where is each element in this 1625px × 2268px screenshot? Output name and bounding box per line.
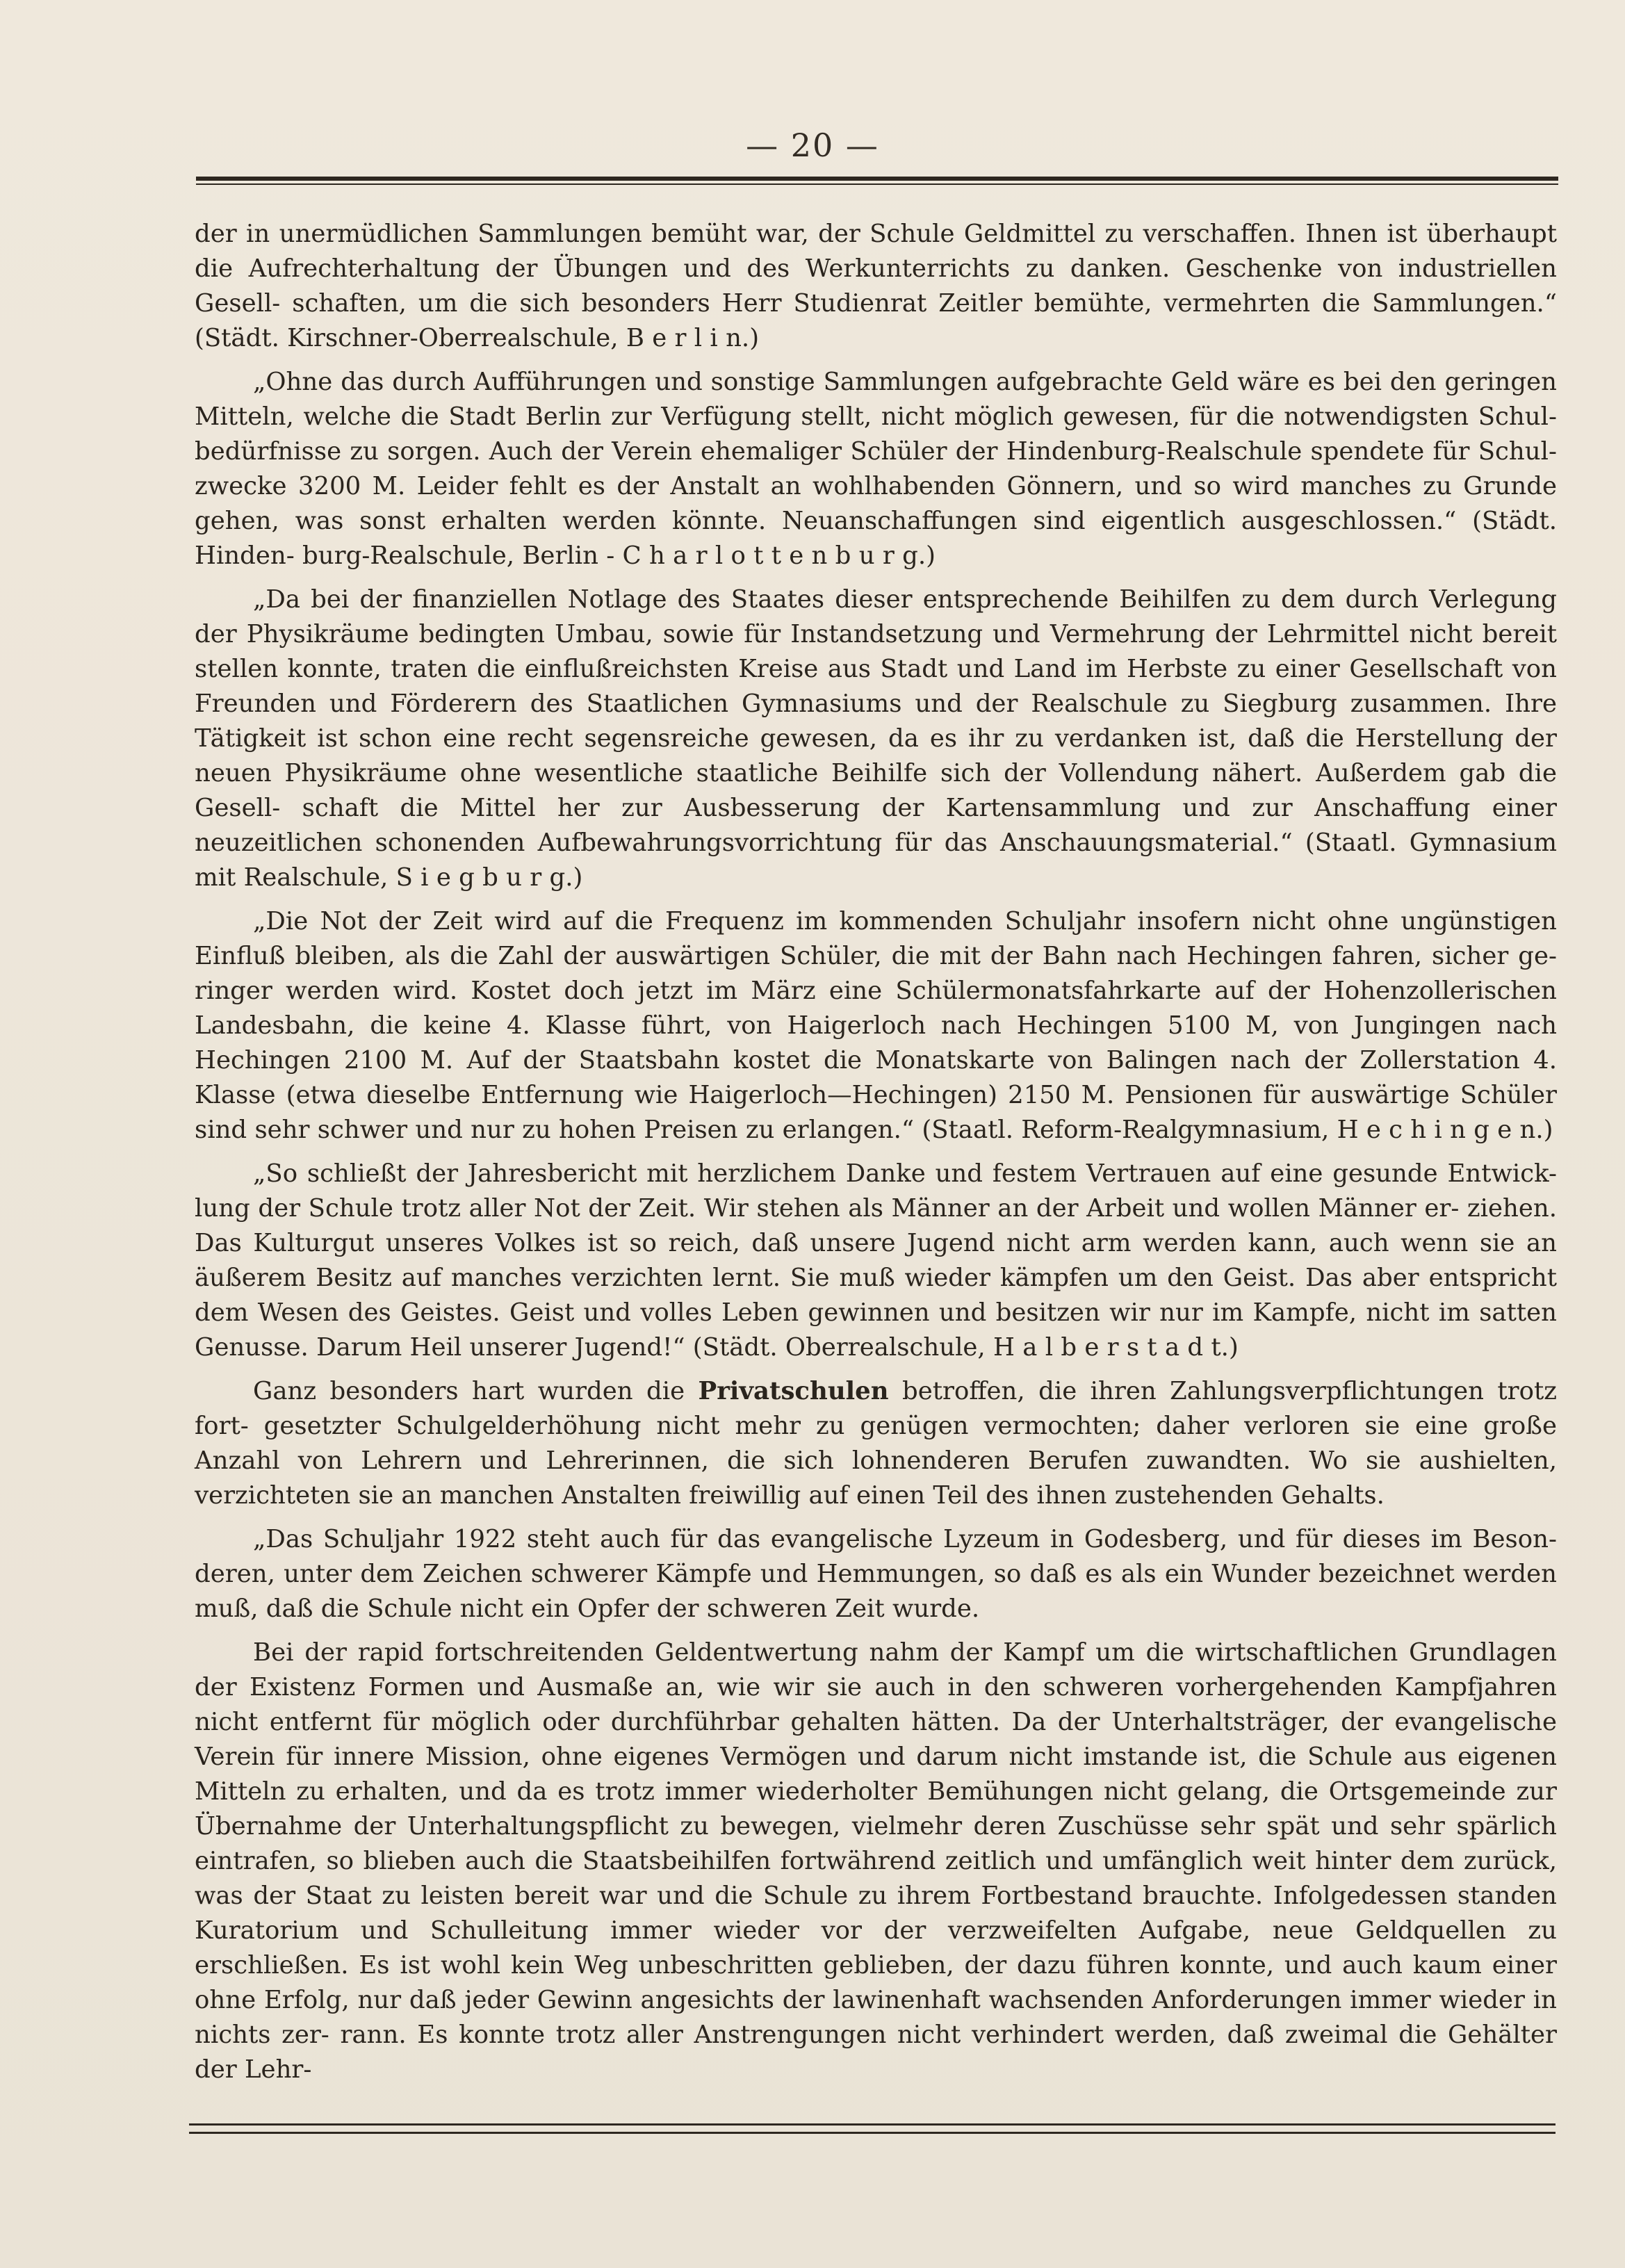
footer-rule-lower-line — [189, 2132, 1555, 2134]
header-rule-thin-line — [196, 183, 1558, 185]
paragraph-geldentwertung: Bei der rapid fortschreitenden Geldentwertung nahm der Kampf um die wirtschaftlichen Grundlagen der Existenz Formen und Ausmaße an, wie wir sie auch in den schweren vorhergehenden Kampfjahren nicht entfernt für möglich oder durchführbar gehalten hätten. Da der Unterhaltsträger, der evangelische Verein für innere Mission, ohne eigenes Vermögen und darum nicht imstande ist, die Schule aus eigenen Mitteln zu erhalten, und da es trotz immer wiederholter Bemühungen nicht gelang, die Ortsgemeinde zur Übernahme der Unterhaltungspflicht zu bewegen, vielmehr deren Zuschüsse sehr spät und sehr spärlich eintrafen, so blieben auch die Staatsbeihilfen fortwährend zeitlich und umfänglich weit hinter dem zurück, was der Staat zu leisten bereit war und die Schule zu ihrem Fortbestand brauchte. Infolgedessen standen Kuratorium und Schulleitung immer wieder vor der verzweifelten Aufgabe, neue Geldquellen zu erschließen. Es ist wohl kein Weg unbeschritten geblieben, der dazu führen konnte, und auch kaum einer ohne Erfolg, nur daß jeder Gewinn angesichts der lawinenhaft wachsenden Anforderungen immer wieder in nichts zer- rann. Es konnte trotz aller Anstrengungen nicht verhindert werden, daß zweimal die Gehälter der Lehr- — [195, 1638, 1557, 2084]
paragraph-quote-siegburg: „Da bei der finanziellen Notlage des Staates dieser entsprechende Beihilfen zu dem durch Verlegung der Physikräume bedingten Umbau, sowie für Instandsetzung und Vermehrung der Lehrmittel nicht bereit stellen konnte, traten die einflußreichsten Kreise aus Stadt und Land im Herbste zu einer Gesellschaft von Freunden und Förderern des Staatlichen Gymnasiums und der Realschule zu Siegburg zusammen. Ihre Tätigkeit ist schon eine recht segensreiche gewesen, da es ihr zu verdanken ist, daß die Herstellung der neuen Physikräume ohne wesentliche staatliche Beihilfe sich der Vollendung nähert. Außerdem gab die Gesell- schaft die Mittel her zur Ausbesserung der Kartensammlung und zur Anschaffung einer neuzeitlichen schonenden Aufbewahrungsvorrichtung für das Anschauungsmaterial.“ (Staatl. Gymnasium mit Realschule, S i e g b u r g.) — [195, 585, 1557, 892]
paragraph-privatschulen — [195, 1374, 1557, 1513]
emphasis-privatschulen: Privatschulen — [698, 1377, 889, 1405]
footer-rule — [189, 2123, 1555, 2136]
header-rule-thick-line — [196, 177, 1558, 181]
body-text — [195, 217, 1557, 2087]
paragraph-quote-charlottenburg: „Ohne das durch Aufführungen und sonstige Sammlungen aufgebrachte Geld wäre es bei den geringen Mitteln, welche die Stadt Berlin zur Verfügung stellt, nicht möglich gewesen, für die notwendigsten Schul- bedürfnisse zu sorgen. Auch der Verein ehemaliger Schüler der Hindenburg-Realschule spendete für Schul- zwecke 3200 M. Leider fehlt es der Anstalt an wohlhabenden Gönnern, und so wird manches zu Grunde gehen, was sonst erhalten werden könnte. Neuanschaffungen sind eigentlich ausgeschlossen.“ (Städt. Hinden- burg-Realschule, Berlin - C h a r l o t t e n b u r g.) — [195, 368, 1557, 570]
paragraph-text-segment: betroffen, die ihren Zahlungsverpflichtungen trotz fort- gesetzter Schulgelderhöhung nicht mehr zu genügen vermochten; daher verloren sie eine große Anzahl von Lehrern und Lehrerinnen, die sich lohnenderen Berufen zuwandten. Wo sie aushielten, verzichteten sie an manchen Anstalten freiwillig auf einen Teil des ihnen zustehenden Gehalts. — [195, 1377, 1557, 1510]
paragraph-quote-hechingen: „Die Not der Zeit wird auf die Frequenz im kommenden Schuljahr insofern nicht ohne ungünstigen Einfluß bleiben, als die Zahl der auswärtigen Schüler, die mit der Bahn nach Hechingen fahren, sicher ge- ringer werden wird. Kostet doch jetzt im März eine Schülermonatsfahrkarte auf der Hohenzollerischen Landesbahn, die keine 4. Klasse führt, von Haigerloch nach Hechingen 5100 M, von Jungingen nach Hechingen 2100 M. Auf der Staatsbahn kostet die Monatskarte von Balingen nach der Zollerstation 4. Klasse (etwa dieselbe Entfernung wie Haigerloch—Hechingen) 2150 M. Pensionen für auswärtige Schüler sind sehr schwer und nur zu hohen Preisen zu erlangen.“ (Staatl. Reform-Realgymnasium, H e c h i n g e n.) — [195, 907, 1557, 1144]
header-rule — [196, 177, 1558, 186]
paragraph-continuation: der in unermüdlichen Sammlungen bemüht war, der Schule Geldmittel zu verschaffen. Ihnen ist überhaupt die Aufrechterhaltung der Übungen und des Werkunterrichts zu danken. Geschenke von industriellen Gesell- schaften, um die sich besonders Herr Studienrat Zeitler bemühte, vermehrten die Sammlungen.“ (Städt. Kirschner-Oberrealschule, B e r l i n.) — [195, 220, 1557, 352]
footer-rule-upper-line — [189, 2123, 1555, 2126]
paragraph-quote-godesberg: „Das Schuljahr 1922 steht auch für das evangelische Lyzeum in Godesberg, und für dieses im Beson- deren, unter dem Zeichen schwerer Kämpfe und Hemmungen, so daß es als ein Wunder bezeichnet werden muß, daß die Schule nicht ein Opfer der schweren Zeit wurde. — [195, 1525, 1557, 1623]
paragraph-text-segment: Ganz besonders hart wurden die — [253, 1377, 699, 1405]
paragraph-quote-halberstadt: „So schließt der Jahresbericht mit herzlichem Danke und festem Vertrauen auf eine gesunde Entwick- lung der Schule trotz aller Not der Zeit. Wir stehen als Männer an der Arbeit und wollen Männer er- ziehen. Das Kulturgut unseres Volkes ist so reich, daß unsere Jugend nicht arm werden kann, auch wenn sie an äußerem Besitz auf manches verzichten lernt. Sie muß wieder kämpfen um den Geist. Das aber entspricht dem Wesen des Geistes. Geist und volles Leben gewinnen und besitzen wir nur im Kampfe, nicht im satten Genusse. Darum Heil unserer Jugend!“ (Städt. Oberrealschule, H a l b e r s t a d t.) — [195, 1159, 1557, 1362]
page-number: — 20 — — [746, 127, 879, 164]
